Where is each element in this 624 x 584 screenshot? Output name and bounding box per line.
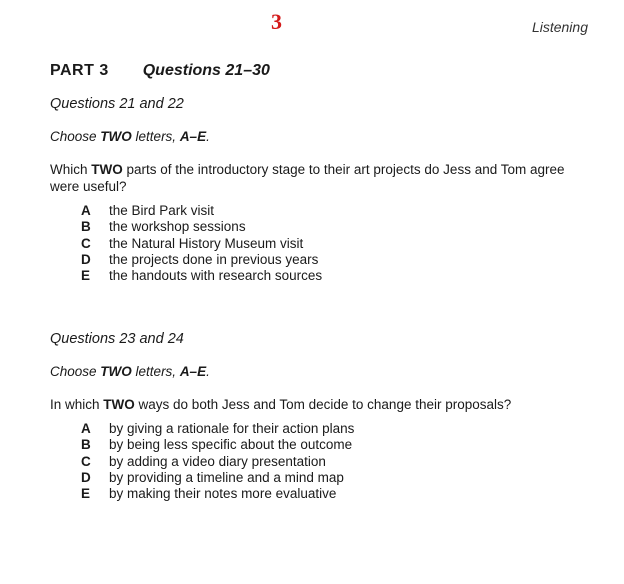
instruction-middle: letters,	[131, 364, 180, 379]
option-item[interactable]	[50, 252, 590, 268]
instruction-prefix: Choose	[50, 129, 101, 144]
page-number: 3	[271, 9, 282, 34]
question-text-23-24	[50, 396, 590, 413]
option-letter: A	[81, 421, 91, 436]
instruction-count: TWO	[100, 364, 132, 379]
option-letter: E	[81, 268, 91, 284]
question-text-21-22	[50, 161, 580, 195]
question-range: Questions 21–30	[142, 62, 270, 79]
option-letter: B	[81, 219, 91, 235]
instruction-count: TWO	[100, 129, 132, 144]
option-text: by being less specific about the outcome	[109, 437, 353, 453]
instruction-prefix: Choose	[50, 364, 101, 379]
part-heading	[50, 62, 270, 80]
option-list	[50, 421, 590, 502]
question-suffix: ways do both Jess and Tom decide to change their proposals?	[134, 397, 512, 412]
options-21-22	[50, 203, 590, 284]
group-heading: Questions 21 and 22	[50, 96, 184, 112]
instruction-range: A–E	[179, 364, 207, 379]
option-text: the workshop sessions	[109, 219, 246, 235]
option-text: the Natural History Museum visit	[109, 235, 304, 251]
instruction-suffix: .	[206, 364, 210, 379]
option-list	[50, 203, 590, 284]
option-text: by making their notes more evaluative	[109, 486, 337, 502]
instruction-range: A–E	[179, 129, 207, 144]
group-heading: Questions 23 and 24	[50, 331, 184, 347]
option-item[interactable]	[50, 454, 590, 470]
option-letter: D	[81, 469, 91, 485]
option-text: by giving a rationale for their action plans	[109, 421, 355, 436]
question-prefix: In which	[50, 397, 104, 412]
option-item[interactable]	[50, 470, 590, 486]
question-count: TWO	[103, 397, 135, 412]
option-text: the projects done in previous years	[109, 251, 319, 267]
option-item[interactable]	[50, 268, 590, 284]
question-group-21-22	[50, 95, 590, 113]
question-suffix: parts of the introductory stage to their art projects do Jess and Tom agree were useful?	[50, 162, 565, 194]
option-item[interactable]	[50, 437, 590, 453]
question-prefix: Which	[50, 162, 92, 177]
question-count: TWO	[91, 162, 123, 177]
section-label: Listening	[531, 19, 588, 35]
option-item[interactable]	[50, 219, 590, 235]
option-item[interactable]	[50, 203, 590, 219]
option-text: by adding a video diary presentation	[109, 453, 326, 469]
question-group-23-24	[50, 330, 590, 348]
option-item[interactable]	[50, 421, 590, 437]
instruction-suffix: .	[206, 129, 210, 144]
option-letter: A	[81, 203, 91, 218]
option-text: the Bird Park visit	[109, 203, 215, 218]
option-text: the handouts with research sources	[109, 268, 323, 284]
option-letter: B	[81, 437, 91, 453]
option-letter: C	[81, 235, 91, 251]
instruction-21-22	[50, 128, 590, 146]
option-letter: C	[81, 453, 91, 469]
part-label: PART 3	[50, 62, 109, 79]
option-item[interactable]	[50, 236, 590, 252]
options-23-24	[50, 421, 590, 502]
instruction-middle: letters,	[131, 129, 180, 144]
instruction-23-24	[50, 363, 590, 381]
option-text: by providing a timeline and a mind map	[109, 469, 344, 485]
option-letter: D	[81, 251, 91, 267]
option-item[interactable]	[50, 486, 590, 502]
option-letter: E	[81, 486, 91, 502]
